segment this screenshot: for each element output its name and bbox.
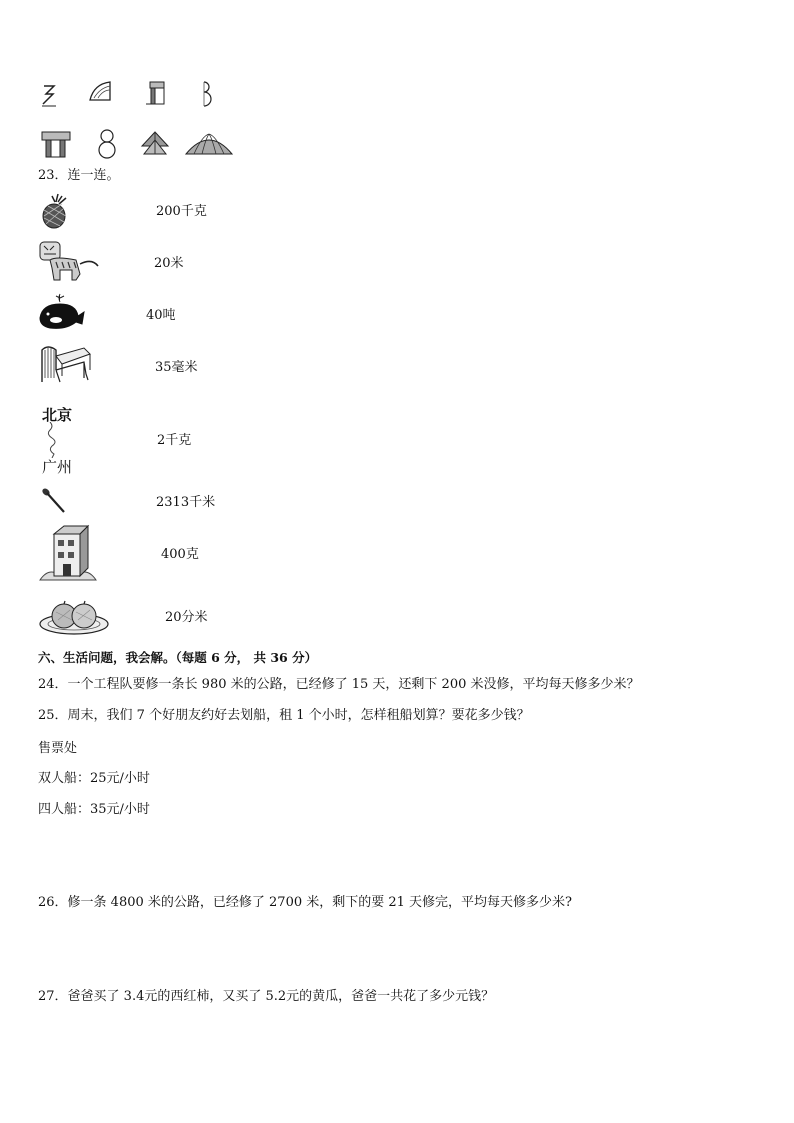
q23-value-5: 2千克 [157,433,192,448]
fruit-plate-icon [38,596,110,636]
pineapple-icon [38,192,72,230]
umbrella-icon [184,130,234,158]
christmas-tree-icon [140,130,170,160]
bed-icon [38,340,92,386]
lightning-fragment-icon [38,84,60,108]
q23-value-3: 40吨 [146,308,176,323]
q25-ticket-title: 售票处 [38,741,78,756]
nail-icon [40,486,70,516]
q27-text: 27．爸爸买了 3.4元的西红柿，又买了 5.2元的黄瓜，爸爸一共花了多少元钱？ [38,989,495,1004]
q25-text: 25．周末，我们 7 个好朋友约好去划船，租 1 个小时，怎样租船划算？要花多少钱？ [38,708,530,723]
q23-value-8: 20分米 [165,610,208,625]
q24-text: 24．一个工程队要修一条长 980 米的公路，已经修了 15 天，还剩下 200 米没修，平均每天修多少米？ [38,677,640,692]
house-icon [40,130,72,160]
q23-value-1: 200千克 [156,204,207,219]
q25-price-double-boat: 双人船：25元/小时 [38,771,150,786]
map-label-guangzhou: 广州 [42,458,73,476]
q23-value-7: 400克 [161,547,199,562]
q23-title: 23．连一连。 [38,168,120,183]
snowman-half-icon [194,80,214,110]
q25-price-four-boat: 四人船：35元/小时 [38,802,150,817]
umbrella-half-icon [86,80,114,106]
whale-icon [36,292,86,332]
q26-text: 26．修一条 4800 米的公路，已经修了 2700 米，剩下的要 21 天修完，平均每天修多少米? [38,895,573,910]
snowman-icon [96,128,118,160]
tiger-icon [36,238,102,282]
map-label-beijing: 北京 [42,406,73,424]
house-half-icon [140,80,166,108]
q23-value-4: 35毫米 [155,360,198,375]
map-route-icon [40,404,90,476]
q23-value-2: 20米 [154,256,184,271]
building-icon [38,524,98,582]
q23-value-6: 2313千米 [156,495,216,510]
section-6-heading: 六、生活问题，我会解。（每题 6 分， 共 36 分） [38,650,318,665]
